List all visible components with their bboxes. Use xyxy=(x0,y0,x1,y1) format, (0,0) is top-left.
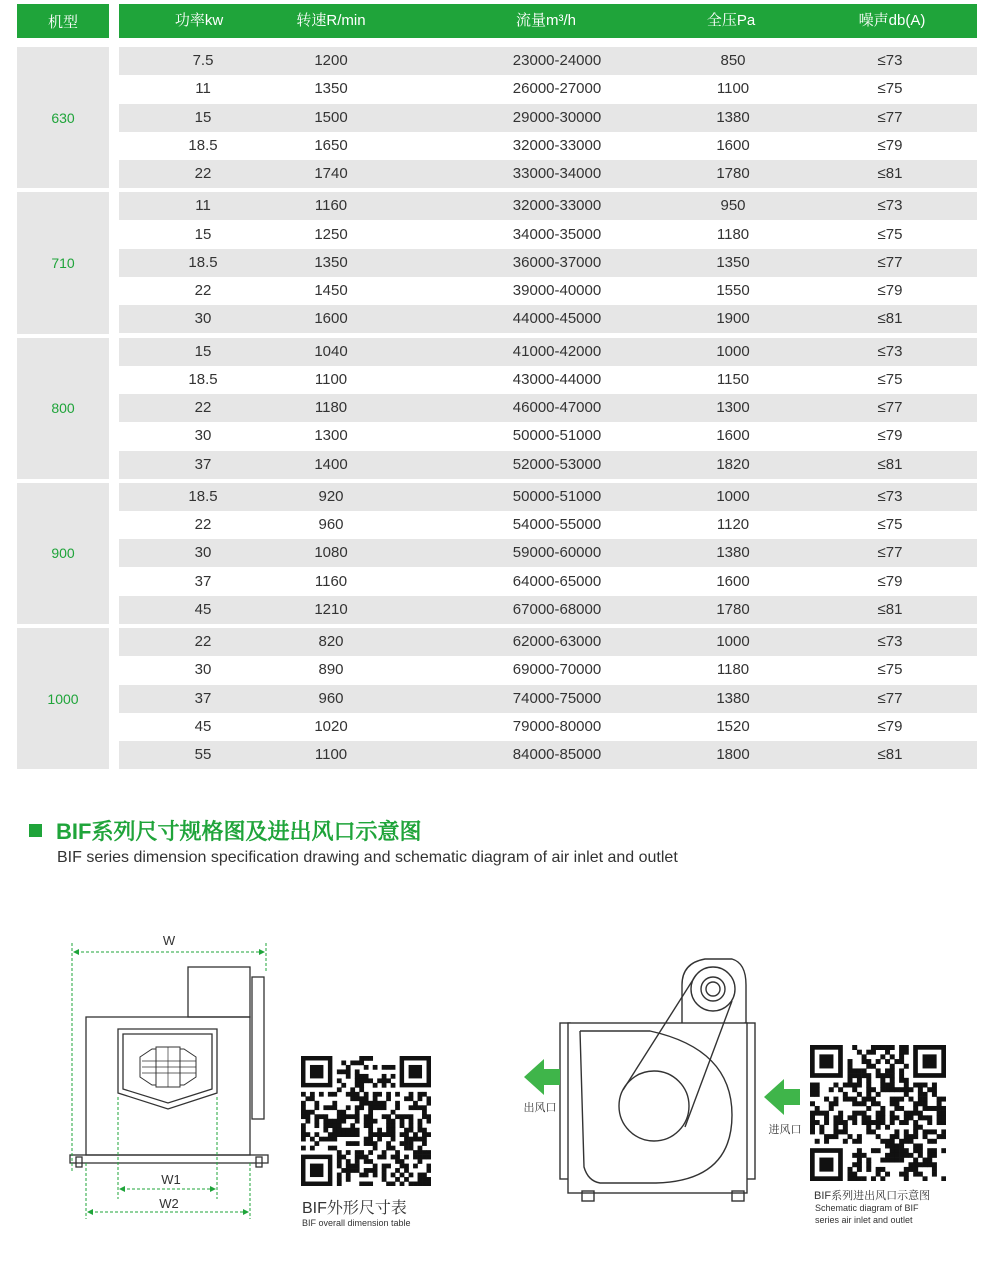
speed-cell: 1180 xyxy=(314,399,348,416)
table-row xyxy=(119,741,977,769)
flow-cell: 32000-33000 xyxy=(512,197,602,215)
speed-cell: 1100 xyxy=(314,370,348,388)
flow-cell: 64000-65000 xyxy=(512,572,602,590)
speed-cell: 920 xyxy=(318,487,344,505)
noise-cell: ≤81 xyxy=(877,165,903,182)
pressure-cell: 1180 xyxy=(716,225,750,243)
speed-cell: 1250 xyxy=(314,225,348,243)
table-row xyxy=(119,47,977,75)
pressure-cell: 1900 xyxy=(716,310,750,328)
power-cell: 11 xyxy=(195,80,211,98)
pressure-cell: 1380 xyxy=(716,544,750,562)
airflow-diagram xyxy=(510,945,810,1210)
header-noise: 噪声db(A) xyxy=(858,12,926,29)
noise-cell: ≤81 xyxy=(877,455,903,473)
noise-cell: ≤79 xyxy=(877,427,903,445)
power-cell: 30 xyxy=(194,544,212,562)
pressure-cell: 1000 xyxy=(716,342,750,360)
flow-cell: 79000-80000 xyxy=(512,717,602,735)
qr-left-caption-cn: BIF外形尺寸表 xyxy=(302,1200,407,1217)
table-row xyxy=(119,104,977,132)
pressure-cell: 1820 xyxy=(716,455,750,473)
power-cell: 7.5 xyxy=(192,52,214,69)
model-cell: 1000 xyxy=(17,628,109,769)
pressure-cell: 1380 xyxy=(716,108,750,126)
speed-cell: 1600 xyxy=(314,310,348,328)
speed-cell: 960 xyxy=(318,689,344,707)
table-row xyxy=(119,277,977,305)
pressure-cell: 1350 xyxy=(716,253,750,271)
flow-cell: 54000-55000 xyxy=(512,516,602,533)
table-row xyxy=(119,192,977,220)
table-row xyxy=(119,422,977,450)
speed-cell: 1040 xyxy=(314,342,348,360)
dim-label-w1: W1 xyxy=(161,1172,181,1187)
speed-cell: 1160 xyxy=(314,197,348,215)
header-speed: 转速R/min xyxy=(296,12,366,29)
table-row xyxy=(119,305,977,333)
section-subtitle: BIF series dimension specification drawing and schematic diagram of air inlet and outlet xyxy=(57,849,678,866)
power-cell: 22 xyxy=(194,165,212,182)
flow-cell: 50000-51000 xyxy=(512,487,602,505)
noise-cell: ≤75 xyxy=(877,225,903,243)
flow-cell: 32000-33000 xyxy=(512,136,602,154)
section-bullet xyxy=(29,824,42,837)
flow-cell: 43000-44000 xyxy=(512,370,602,388)
table-row xyxy=(119,539,977,567)
flow-cell: 74000-75000 xyxy=(512,689,602,707)
pressure-cell: 1780 xyxy=(716,600,750,618)
noise-cell: ≤75 xyxy=(877,80,903,98)
qr-right-caption-en-1: Schematic diagram of BIF xyxy=(815,1203,919,1213)
dimension-drawing xyxy=(60,925,280,1225)
speed-cell: 1020 xyxy=(314,717,348,735)
table-row xyxy=(119,568,977,596)
noise-cell: ≤77 xyxy=(877,689,903,707)
power-cell: 18.5 xyxy=(188,370,218,388)
noise-cell: ≤81 xyxy=(877,310,903,328)
flow-cell: 34000-35000 xyxy=(512,225,602,243)
speed-cell: 1400 xyxy=(314,455,348,473)
speed-cell: 1500 xyxy=(314,108,348,126)
power-cell: 18.5 xyxy=(188,487,218,505)
speed-cell: 1210 xyxy=(314,600,348,618)
table-row xyxy=(119,338,977,366)
dim-label-w: W xyxy=(162,933,176,948)
speed-cell: 1200 xyxy=(314,52,348,69)
power-cell: 45 xyxy=(194,600,212,618)
power-cell: 37 xyxy=(194,455,212,473)
power-cell: 30 xyxy=(194,310,212,328)
table-row xyxy=(119,451,977,479)
noise-cell: ≤77 xyxy=(877,544,903,562)
power-cell: 18.5 xyxy=(188,253,218,271)
power-cell: 37 xyxy=(194,689,212,707)
noise-cell: ≤73 xyxy=(877,52,903,69)
flow-cell: 50000-51000 xyxy=(512,427,602,445)
model-cell: 710 xyxy=(17,192,109,333)
table-row xyxy=(119,656,977,684)
table-row xyxy=(119,132,977,160)
speed-cell: 1080 xyxy=(314,544,348,562)
speed-cell: 1740 xyxy=(314,165,348,182)
noise-cell: ≤75 xyxy=(877,661,903,679)
noise-cell: ≤79 xyxy=(877,717,903,735)
power-cell: 45 xyxy=(194,717,212,735)
flow-cell: 67000-68000 xyxy=(512,600,602,618)
pressure-cell: 1600 xyxy=(716,427,750,445)
speed-cell: 1350 xyxy=(314,253,348,271)
power-cell: 22 xyxy=(194,282,212,299)
flow-cell: 23000-24000 xyxy=(512,52,602,69)
qr-left-caption-en: BIF overall dimension table xyxy=(302,1218,411,1228)
speed-cell: 1650 xyxy=(314,136,348,154)
noise-cell: ≤75 xyxy=(877,370,903,388)
flow-cell: 69000-70000 xyxy=(512,661,602,679)
speed-cell: 1100 xyxy=(314,746,348,763)
table-row xyxy=(119,160,977,188)
power-cell: 22 xyxy=(194,516,212,533)
speed-cell: 820 xyxy=(318,633,344,650)
speed-cell: 890 xyxy=(318,661,344,679)
model-cell: 900 xyxy=(17,483,109,624)
qr-code-dimension-table[interactable] xyxy=(301,1056,431,1186)
flow-cell: 41000-42000 xyxy=(512,342,602,360)
qr-code-airflow-diagram[interactable] xyxy=(810,1045,946,1181)
power-cell: 22 xyxy=(194,633,212,650)
power-cell: 15 xyxy=(194,108,212,126)
qr-right-caption-en-2: series air inlet and outlet xyxy=(815,1215,913,1225)
speed-cell: 1350 xyxy=(314,80,348,98)
flow-cell: 36000-37000 xyxy=(512,253,602,271)
noise-cell: ≤73 xyxy=(877,197,903,215)
flow-cell: 46000-47000 xyxy=(512,399,602,416)
table-row xyxy=(119,75,977,103)
power-cell: 11 xyxy=(195,197,211,215)
pressure-cell: 1520 xyxy=(716,717,750,735)
speed-cell: 1160 xyxy=(314,572,348,590)
pressure-cell: 1600 xyxy=(716,136,750,154)
table-row xyxy=(119,628,977,656)
noise-cell: ≤77 xyxy=(877,108,903,126)
table-row xyxy=(119,221,977,249)
table-row xyxy=(119,483,977,511)
pressure-cell: 1780 xyxy=(716,165,750,182)
flow-cell: 33000-34000 xyxy=(512,165,602,182)
flow-cell: 52000-53000 xyxy=(512,455,602,473)
header-power: 功率kw xyxy=(174,12,224,29)
table-row xyxy=(119,394,977,422)
noise-cell: ≤79 xyxy=(877,282,903,299)
table-header xyxy=(119,4,977,38)
header-flow: 流量m³/h xyxy=(515,12,577,29)
header-model: 机型 xyxy=(17,4,109,38)
flow-cell: 39000-40000 xyxy=(512,282,602,299)
pressure-cell: 1000 xyxy=(716,487,750,505)
pressure-cell: 1120 xyxy=(716,516,750,533)
model-cell: 800 xyxy=(17,338,109,479)
noise-cell: ≤79 xyxy=(877,136,903,154)
qr-right-caption-cn: BIF系列进出风口示意图 xyxy=(814,1190,931,1202)
power-cell: 37 xyxy=(194,572,212,590)
pressure-cell: 1150 xyxy=(716,370,750,388)
model-cell: 630 xyxy=(17,47,109,188)
power-cell: 30 xyxy=(194,427,212,445)
noise-cell: ≤73 xyxy=(877,487,903,505)
pressure-cell: 850 xyxy=(720,52,746,69)
pressure-cell: 1180 xyxy=(716,661,750,679)
flow-cell: 62000-63000 xyxy=(512,633,602,650)
noise-cell: ≤79 xyxy=(877,572,903,590)
power-cell: 30 xyxy=(194,661,212,679)
pressure-cell: 1000 xyxy=(716,633,750,650)
section-title: BIF系列尺寸规格图及进出风口示意图 xyxy=(56,819,422,844)
table-row xyxy=(119,511,977,539)
speed-cell: 1300 xyxy=(314,427,348,445)
flow-cell: 44000-45000 xyxy=(512,310,602,328)
pressure-cell: 1380 xyxy=(716,689,750,707)
noise-cell: ≤75 xyxy=(877,516,903,533)
pressure-cell: 950 xyxy=(720,197,746,215)
table-row xyxy=(119,596,977,624)
flow-cell: 26000-27000 xyxy=(512,80,602,98)
header-pressure: 全压Pa xyxy=(706,12,756,29)
flow-cell: 59000-60000 xyxy=(512,544,602,562)
table-row xyxy=(119,249,977,277)
noise-cell: ≤73 xyxy=(877,633,903,650)
pressure-cell: 1550 xyxy=(716,282,750,299)
table-row xyxy=(119,713,977,741)
table-row xyxy=(119,685,977,713)
noise-cell: ≤77 xyxy=(877,253,903,271)
pressure-cell: 1600 xyxy=(716,572,750,590)
power-cell: 15 xyxy=(194,225,212,243)
speed-cell: 1450 xyxy=(314,282,348,299)
inlet-label: 进风口 xyxy=(768,1124,802,1136)
power-cell: 15 xyxy=(194,342,212,360)
flow-cell: 84000-85000 xyxy=(512,746,602,763)
pressure-cell: 1300 xyxy=(716,399,750,416)
pressure-cell: 1800 xyxy=(716,746,750,763)
outlet-label: 出风口 xyxy=(523,1102,557,1114)
power-cell: 55 xyxy=(194,746,212,763)
dim-label-w2: W2 xyxy=(159,1196,179,1211)
noise-cell: ≤81 xyxy=(877,746,903,763)
noise-cell: ≤73 xyxy=(877,342,903,360)
power-cell: 22 xyxy=(194,399,212,416)
noise-cell: ≤81 xyxy=(877,600,903,618)
table-row xyxy=(119,366,977,394)
flow-cell: 29000-30000 xyxy=(512,108,602,126)
speed-cell: 960 xyxy=(318,516,344,533)
pressure-cell: 1100 xyxy=(716,80,750,98)
noise-cell: ≤77 xyxy=(877,399,903,416)
power-cell: 18.5 xyxy=(188,136,218,154)
